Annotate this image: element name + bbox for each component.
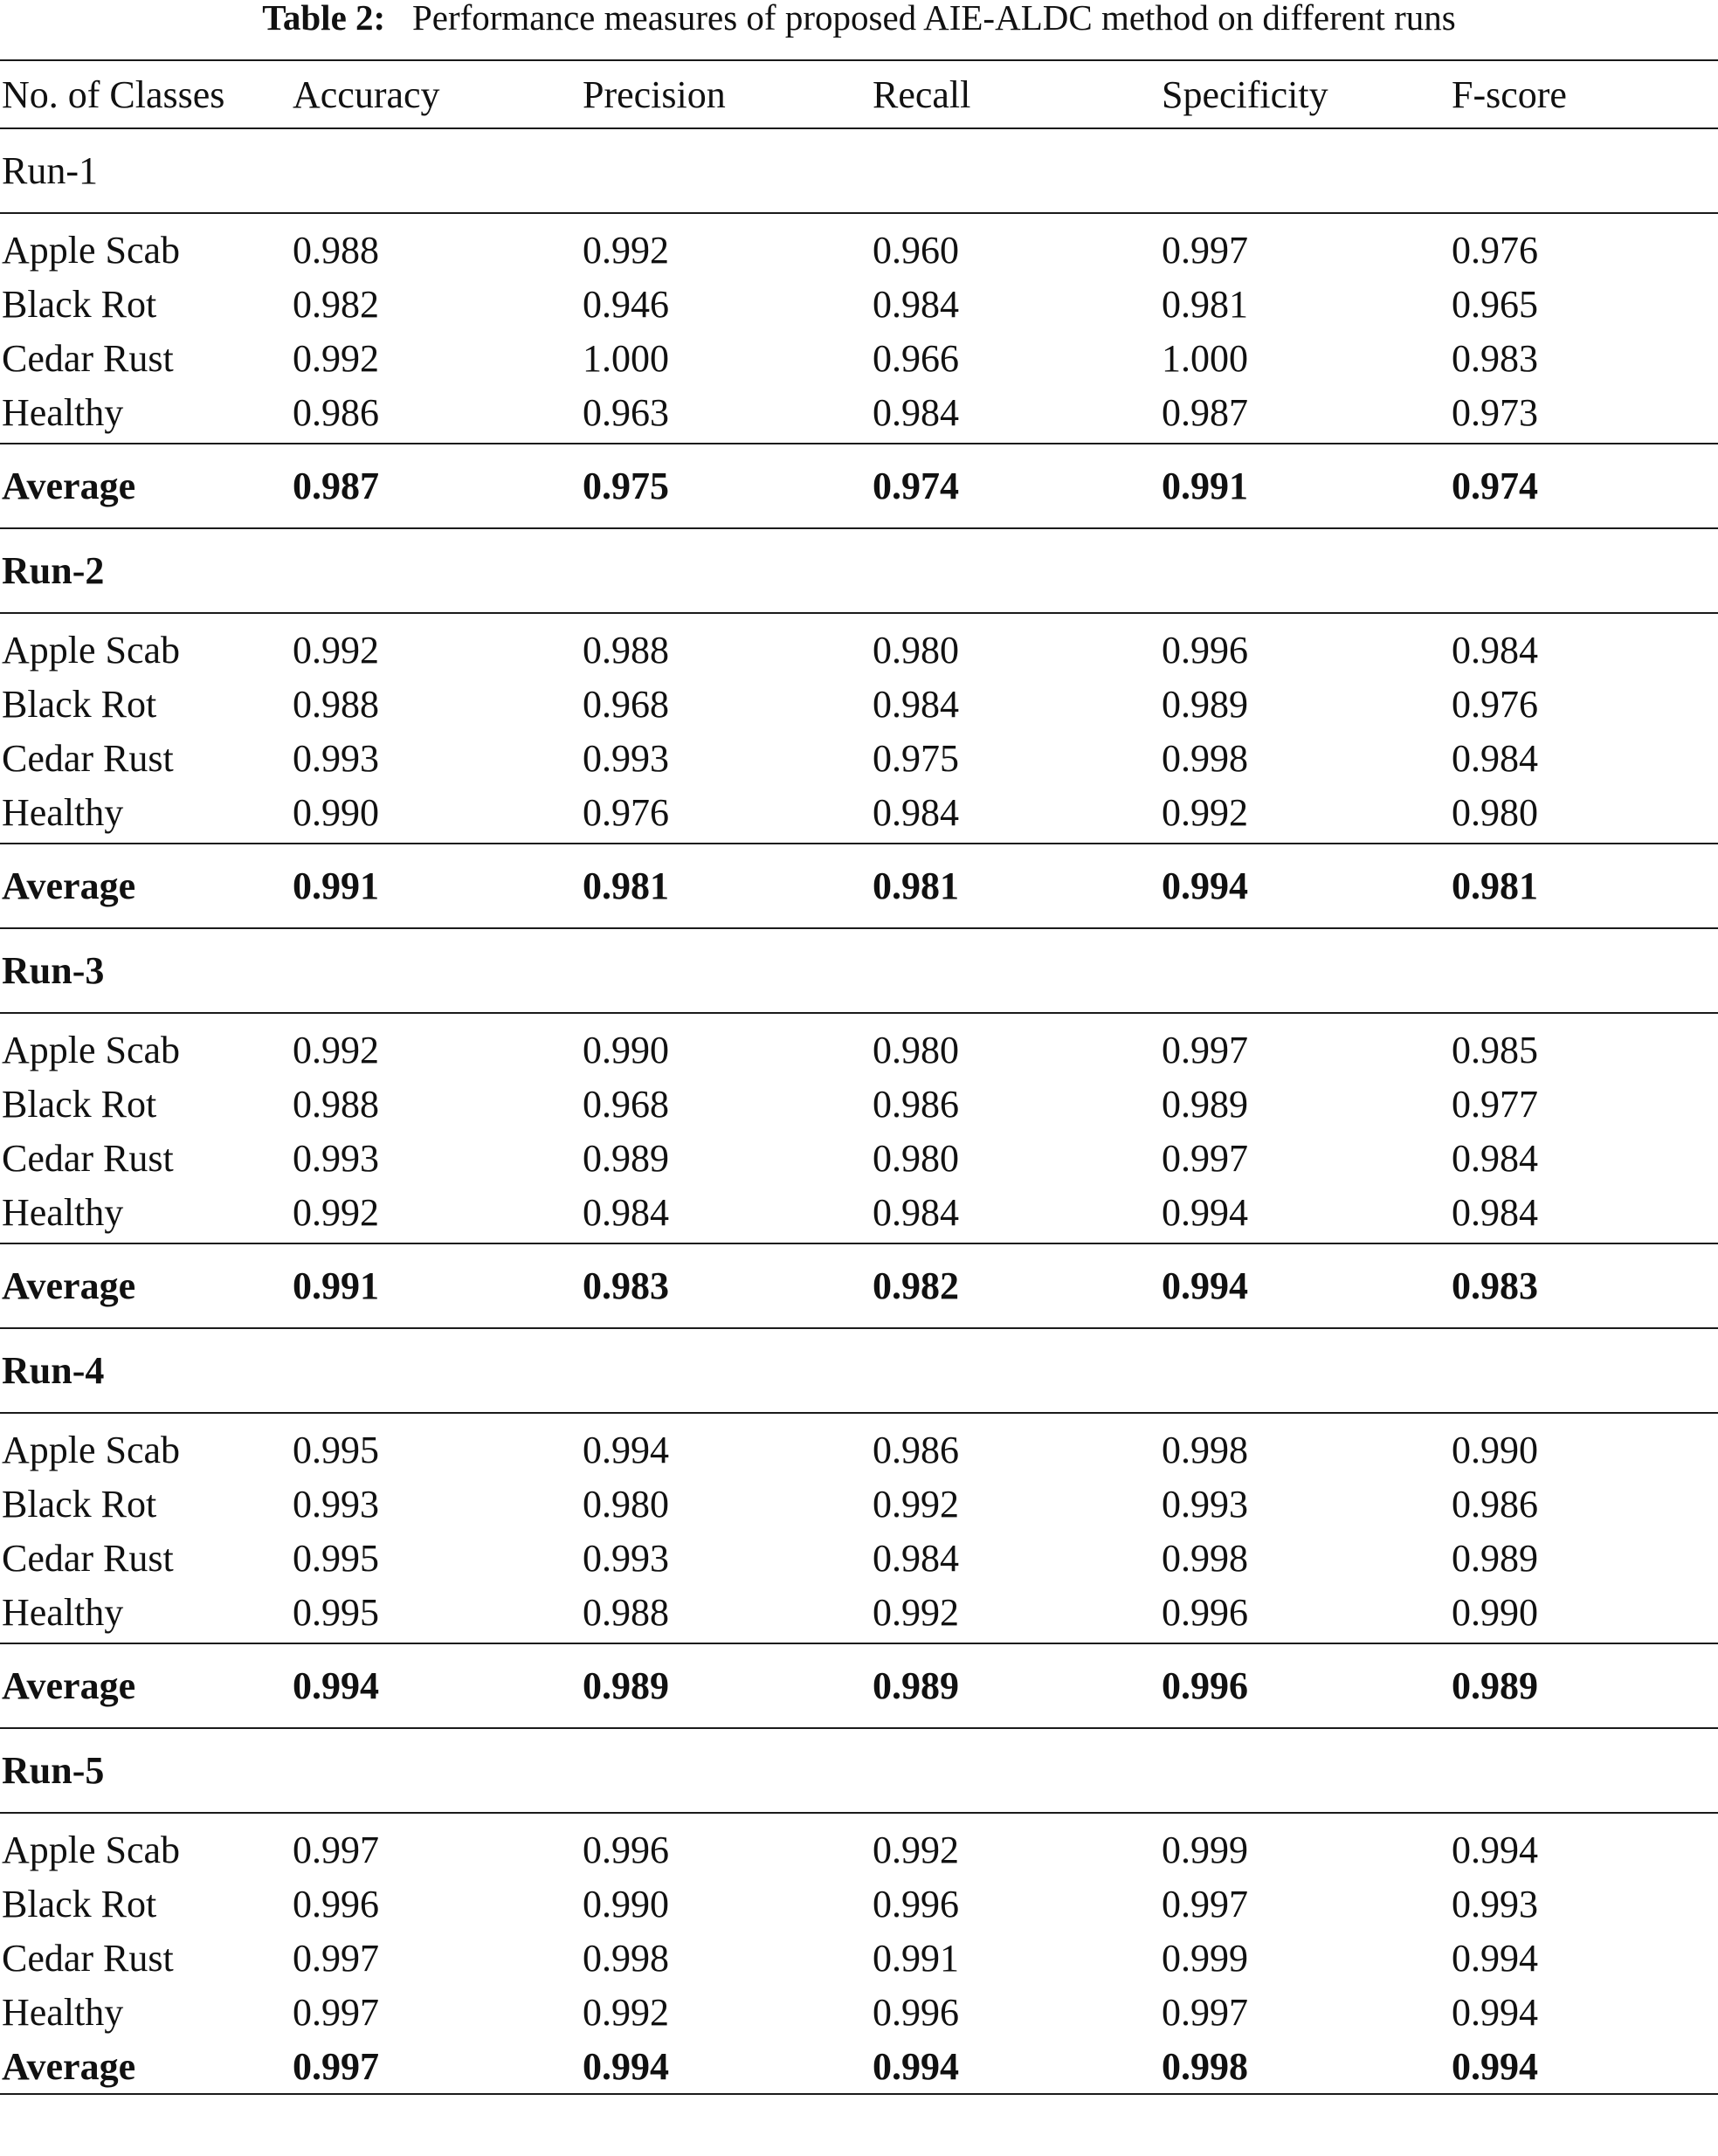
metric-cell: 0.990 <box>293 790 379 834</box>
class-name-cell: Cedar Rust <box>2 1136 174 1180</box>
metric-cell: 0.989 <box>1452 1536 1538 1580</box>
run-label-row <box>0 129 1718 212</box>
metric-cell: 0.997 <box>293 1828 379 1871</box>
metric-cell: 0.984 <box>873 682 959 726</box>
column-header: Recall <box>873 72 971 116</box>
metric-cell: 0.999 <box>1162 1828 1248 1871</box>
average-row <box>0 1644 1718 1727</box>
metric-cell: 0.990 <box>583 1882 669 1925</box>
metric-cell: 0.984 <box>1452 1190 1538 1234</box>
metric-cell: 0.968 <box>583 1082 669 1126</box>
metric-cell: 0.988 <box>583 1590 669 1634</box>
metric-cell: 0.996 <box>583 1828 669 1871</box>
row-spacer <box>0 1414 1718 1422</box>
average-cell: 0.989 <box>1452 1664 1538 1707</box>
metric-cell: 0.992 <box>293 628 379 672</box>
metric-cell: 0.980 <box>583 1482 669 1526</box>
table-row <box>0 623 1718 677</box>
average-cell: 0.983 <box>583 1264 669 1307</box>
metric-cell: 0.963 <box>583 390 669 434</box>
row-spacer <box>0 614 1718 623</box>
bottom-rule <box>0 2093 1718 2095</box>
metric-cell: 0.994 <box>1452 1828 1538 1871</box>
metric-cell: 0.998 <box>1162 1428 1248 1471</box>
table-row <box>0 331 1718 385</box>
class-name-cell: Healthy <box>2 1190 124 1234</box>
metric-cell: 0.987 <box>1162 390 1248 434</box>
metric-cell: 0.998 <box>1162 1536 1248 1580</box>
metric-cell: 0.983 <box>1452 336 1538 380</box>
metric-cell: 0.986 <box>873 1082 959 1126</box>
metric-cell: 0.992 <box>873 1590 959 1634</box>
table-row <box>0 1477 1718 1531</box>
run-label: Run-4 <box>2 1349 105 1392</box>
metric-cell: 0.998 <box>1162 736 1248 780</box>
metric-cell: 0.996 <box>1162 1590 1248 1634</box>
average-cell: 0.974 <box>1452 465 1538 507</box>
run-label-row <box>0 1729 1718 1812</box>
metric-cell: 0.996 <box>293 1882 379 1925</box>
metric-cell: 0.995 <box>293 1428 379 1471</box>
metric-cell: 0.992 <box>293 1190 379 1234</box>
table-row <box>0 1023 1718 1077</box>
row-spacer <box>0 1014 1718 1023</box>
run-label-row <box>0 929 1718 1012</box>
average-cell: 0.987 <box>293 465 379 507</box>
metric-cell: 0.982 <box>293 282 379 326</box>
metric-cell: 0.993 <box>293 1136 379 1180</box>
average-cell: 0.994 <box>1162 1264 1248 1307</box>
metric-cell: 0.990 <box>1452 1428 1538 1471</box>
average-label: Average <box>2 1264 136 1307</box>
header-row <box>0 61 1718 127</box>
metric-cell: 0.997 <box>293 1990 379 2034</box>
class-name-cell: Healthy <box>2 1590 124 1634</box>
average-cell: 0.982 <box>873 1264 959 1307</box>
table-row <box>0 731 1718 785</box>
average-cell: 0.981 <box>1452 864 1538 907</box>
table-row <box>0 1877 1718 1931</box>
performance-table <box>0 59 1718 2095</box>
metric-cell: 0.980 <box>1452 790 1538 834</box>
class-name-cell: Apple Scab <box>2 1828 181 1871</box>
metric-cell: 0.976 <box>583 790 669 834</box>
table-row <box>0 1185 1718 1239</box>
metric-cell: 0.980 <box>873 1028 959 1071</box>
metric-cell: 0.989 <box>1162 682 1248 726</box>
table-row <box>0 1585 1718 1639</box>
metric-cell: 0.992 <box>293 1028 379 1071</box>
metric-cell: 0.990 <box>1452 1590 1538 1634</box>
class-name-cell: Healthy <box>2 1990 124 2034</box>
table-body <box>0 129 1718 2095</box>
metric-cell: 0.975 <box>873 736 959 780</box>
metric-cell: 0.994 <box>1452 1936 1538 1980</box>
metric-cell: 0.991 <box>873 1936 959 1980</box>
run-label-row <box>0 1329 1718 1412</box>
metric-cell: 0.995 <box>293 1536 379 1580</box>
average-cell: 0.996 <box>1162 1664 1248 1707</box>
average-cell: 0.983 <box>1452 1264 1538 1307</box>
metric-cell: 0.988 <box>293 682 379 726</box>
metric-cell: 0.973 <box>1452 390 1538 434</box>
metric-cell: 0.976 <box>1452 682 1538 726</box>
average-cell: 0.997 <box>293 2044 379 2088</box>
table-caption <box>0 0 1718 38</box>
metric-cell: 1.000 <box>1162 336 1248 380</box>
metric-cell: 0.992 <box>583 1990 669 2034</box>
average-cell: 0.994 <box>873 2044 959 2088</box>
metric-cell: 0.965 <box>1452 282 1538 326</box>
table-row <box>0 1077 1718 1131</box>
row-spacer <box>0 214 1718 223</box>
metric-cell: 0.976 <box>1452 228 1538 272</box>
average-cell: 0.974 <box>873 465 959 507</box>
column-header: F-score <box>1452 72 1567 116</box>
metric-cell: 0.981 <box>1162 282 1248 326</box>
metric-cell: 0.986 <box>293 390 379 434</box>
metric-cell: 0.984 <box>873 282 959 326</box>
class-name-cell: Apple Scab <box>2 1428 181 1471</box>
class-name-cell: Healthy <box>2 790 124 834</box>
metric-cell: 0.992 <box>583 228 669 272</box>
run-label: Run-2 <box>2 549 105 592</box>
metric-cell: 0.997 <box>1162 1990 1248 2034</box>
table-row <box>0 1131 1718 1185</box>
metric-cell: 0.960 <box>873 228 959 272</box>
table-row <box>0 223 1718 277</box>
metric-cell: 0.995 <box>293 1590 379 1634</box>
column-header: Specificity <box>1162 72 1328 116</box>
metric-cell: 0.996 <box>873 1882 959 1925</box>
table-row <box>0 1531 1718 1585</box>
metric-cell: 0.993 <box>1452 1882 1538 1925</box>
class-name-cell: Black Rot <box>2 1082 157 1126</box>
metric-cell: 0.994 <box>1452 1990 1538 2034</box>
average-cell: 0.981 <box>583 864 669 907</box>
metric-cell: 0.993 <box>583 736 669 780</box>
metric-cell: 0.986 <box>1452 1482 1538 1526</box>
average-label: Average <box>2 2044 136 2088</box>
metric-cell: 0.994 <box>1162 1190 1248 1234</box>
average-cell: 0.994 <box>1162 864 1248 907</box>
metric-cell: 0.946 <box>583 282 669 326</box>
metric-cell: 0.966 <box>873 336 959 380</box>
class-name-cell: Cedar Rust <box>2 736 174 780</box>
metric-cell: 0.984 <box>873 390 959 434</box>
average-cell: 0.994 <box>1452 2044 1538 2088</box>
class-name-cell: Apple Scab <box>2 228 181 272</box>
metric-cell: 0.994 <box>583 1428 669 1471</box>
metric-cell: 0.988 <box>293 1082 379 1126</box>
metric-cell: 0.984 <box>873 1536 959 1580</box>
table-row <box>0 1422 1718 1477</box>
run-label: Run-5 <box>2 1749 105 1792</box>
average-row <box>0 444 1718 527</box>
average-row <box>0 1244 1718 1327</box>
class-name-cell: Apple Scab <box>2 1028 181 1071</box>
metric-cell: 0.984 <box>583 1190 669 1234</box>
caption-label: Table 2: <box>262 0 386 38</box>
average-label: Average <box>2 1664 136 1707</box>
metric-cell: 0.993 <box>293 736 379 780</box>
table-row <box>0 277 1718 331</box>
metric-cell: 0.993 <box>293 1482 379 1526</box>
metric-cell: 0.968 <box>583 682 669 726</box>
metric-cell: 0.992 <box>873 1828 959 1871</box>
class-name-cell: Cedar Rust <box>2 336 174 380</box>
table-row <box>0 1985 1718 2039</box>
metric-cell: 0.992 <box>873 1482 959 1526</box>
table-row <box>0 1931 1718 1985</box>
run-label: Run-3 <box>2 949 105 992</box>
metric-cell: 0.993 <box>1162 1482 1248 1526</box>
table-row <box>0 385 1718 439</box>
average-cell: 0.975 <box>583 465 669 507</box>
row-spacer <box>0 1814 1718 1822</box>
metric-cell: 0.992 <box>1162 790 1248 834</box>
average-cell: 0.981 <box>873 864 959 907</box>
column-header: No. of Classes <box>2 72 225 116</box>
metric-cell: 0.988 <box>583 628 669 672</box>
column-header: Accuracy <box>293 72 440 116</box>
metric-cell: 0.999 <box>1162 1936 1248 1980</box>
metric-cell: 0.977 <box>1452 1082 1538 1126</box>
table-row <box>0 785 1718 839</box>
metric-cell: 0.990 <box>583 1028 669 1071</box>
table-row <box>0 677 1718 731</box>
metric-cell: 0.984 <box>873 1190 959 1234</box>
metric-cell: 0.997 <box>1162 228 1248 272</box>
metric-cell: 0.996 <box>1162 628 1248 672</box>
metric-cell: 0.992 <box>293 336 379 380</box>
run-label-row <box>0 529 1718 612</box>
metric-cell: 0.997 <box>1162 1882 1248 1925</box>
class-name-cell: Black Rot <box>2 282 157 326</box>
table-row <box>0 1822 1718 1877</box>
class-name-cell: Apple Scab <box>2 628 181 672</box>
metric-cell: 0.980 <box>873 628 959 672</box>
metric-cell: 0.984 <box>1452 1136 1538 1180</box>
column-header: Precision <box>583 72 726 116</box>
class-name-cell: Black Rot <box>2 1882 157 1925</box>
average-row <box>0 844 1718 927</box>
metric-cell: 0.997 <box>1162 1136 1248 1180</box>
metric-cell: 0.998 <box>583 1936 669 1980</box>
metric-cell: 0.997 <box>293 1936 379 1980</box>
metric-cell: 0.985 <box>1452 1028 1538 1071</box>
average-cell: 0.989 <box>873 1664 959 1707</box>
metric-cell: 0.984 <box>873 790 959 834</box>
class-name-cell: Cedar Rust <box>2 1536 174 1580</box>
caption-text: Performance measures of proposed AIE-ALDC method on different runs <box>411 0 1456 38</box>
metric-cell: 1.000 <box>583 336 669 380</box>
average-label: Average <box>2 465 136 507</box>
average-row <box>0 2039 1718 2093</box>
metric-cell: 0.980 <box>873 1136 959 1180</box>
metric-cell: 0.993 <box>583 1536 669 1580</box>
class-name-cell: Healthy <box>2 390 124 434</box>
average-cell: 0.991 <box>293 1264 379 1307</box>
metric-cell: 0.984 <box>1452 628 1538 672</box>
metric-cell: 0.996 <box>873 1990 959 2034</box>
average-cell: 0.991 <box>293 864 379 907</box>
average-cell: 0.991 <box>1162 465 1248 507</box>
metric-cell: 0.986 <box>873 1428 959 1471</box>
average-cell: 0.998 <box>1162 2044 1248 2088</box>
class-name-cell: Cedar Rust <box>2 1936 174 1980</box>
metric-cell: 0.984 <box>1452 736 1538 780</box>
metric-cell: 0.989 <box>583 1136 669 1180</box>
average-cell: 0.994 <box>583 2044 669 2088</box>
class-name-cell: Black Rot <box>2 682 157 726</box>
average-label: Average <box>2 864 136 907</box>
class-name-cell: Black Rot <box>2 1482 157 1526</box>
average-cell: 0.994 <box>293 1664 379 1707</box>
average-cell: 0.989 <box>583 1664 669 1707</box>
metric-cell: 0.997 <box>1162 1028 1248 1071</box>
run-label: Run-1 <box>2 149 98 192</box>
metric-cell: 0.989 <box>1162 1082 1248 1126</box>
metric-cell: 0.988 <box>293 228 379 272</box>
